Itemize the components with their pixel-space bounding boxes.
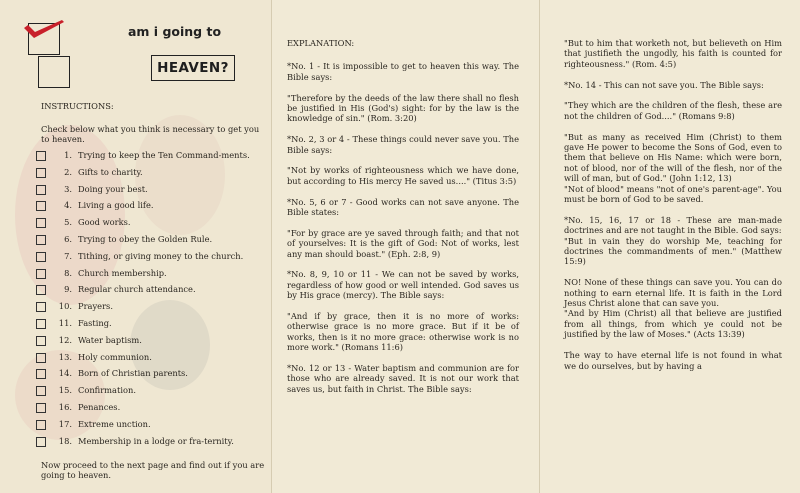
checklist-item: 11. Fasting. — [36, 318, 272, 329]
checklist — [36, 150, 272, 452]
item-checkbox[interactable] — [36, 403, 46, 413]
continuation-column — [564, 38, 782, 381]
checklist-item: 18. Membership in a lodge or fra-ternity. — [36, 436, 272, 447]
paragraph: "Not of blood" means "not of one's parent-age". You must be born of God to be saved. — [564, 183, 782, 205]
item-checkbox[interactable] — [36, 235, 46, 245]
paragraph: *No. 14 - This can not save you. The Bible says: — [564, 79, 764, 90]
paragraph: *No. 8, 9, 10 or 11 - We can not be saved by works, regardless of how good or well intended. God saves us by His grace (mercy). The Bible says: — [287, 269, 519, 301]
heaven-title-box: HEAVEN? — [151, 55, 235, 81]
checklist-item: 2. Gifts to charity. — [36, 167, 272, 178]
paragraph: *No. 12 or 13 - Water baptism and communion are for those who are already saved. It is not our work that saves us, but faith in Christ. The Bible says: — [287, 363, 519, 394]
item-checkbox[interactable] — [36, 437, 46, 447]
item-checkbox[interactable] — [36, 218, 46, 228]
item-checkbox[interactable] — [36, 369, 46, 379]
footer-instruction: Now proceed to the next page and find out if you are going to heaven. — [41, 460, 265, 481]
checklist-item: 5. Good works. — [36, 217, 272, 228]
item-checkbox[interactable] — [36, 302, 46, 312]
item-checkbox[interactable] — [36, 420, 46, 430]
checklist-item: 1. Trying to keep the Ten Command-ments. — [36, 150, 272, 161]
checklist-item: 15. Confirmation. — [36, 385, 272, 396]
item-checkbox[interactable] — [36, 151, 46, 161]
checklist-item: 10. Prayers. — [36, 301, 272, 312]
left-panel — [0, 0, 272, 493]
checklist-item: 4. Living a good life. — [36, 200, 272, 211]
paragraph: "But as many as received Him (Christ) to them gave He power to become the Sons of God, even to them that believe on His Name: which were born, not of blood, nor of the will of the flesh, nor of the will of man, but of God." (John 1:12, 13) — [564, 131, 782, 184]
paragraph: "But in vain they do worship Me, teaching for doctrines the commandments of men." (Matthew 15:9) — [564, 235, 782, 267]
explanation-heading: EXPLANATION: — [287, 38, 355, 48]
paragraph: "For by grace are ye saved through faith; and that not of yourselves: It is the gift of God: Not of works, lest any man should boast." (Eph. 2:8, 9) — [287, 227, 519, 259]
paragraph: *No. 2, 3 or 4 - These things could never save you. The Bible says: — [287, 134, 519, 155]
item-checkbox[interactable] — [36, 201, 46, 211]
item-checkbox[interactable] — [36, 252, 46, 262]
checklist-item: 13. Holy communion. — [36, 352, 272, 363]
checklist-item: 9. Regular church attendance. — [36, 284, 272, 295]
instructions-text: Check below what you think is necessary to get you to heaven. — [41, 124, 260, 145]
item-checkbox[interactable] — [36, 386, 46, 396]
red-check-mark-icon — [22, 20, 66, 42]
instructions-title: INSTRUCTIONS: — [41, 101, 114, 111]
item-checkbox[interactable] — [36, 185, 46, 195]
right-panel — [540, 0, 800, 493]
paragraph: "But to him that worketh not, but believeth on Him that justifieth the ungodly, his faith is counted for righteousness." (Rom. 4:5) — [564, 38, 782, 69]
paragraph: "And by Him (Christ) all that believe are justified from all things, from which ye could not be justified by the law of Moses." (Acts 13:39) — [564, 308, 782, 340]
item-checkbox[interactable] — [36, 168, 46, 178]
checklist-item: 6. Trying to obey the Golden Rule. — [36, 234, 272, 245]
paragraph: *No. 5, 6 or 7 - Good works can not save anyone. The Bible states: — [287, 196, 519, 218]
item-checkbox[interactable] — [36, 269, 46, 279]
item-checkbox[interactable] — [36, 336, 46, 346]
checklist-item: 17. Extreme unction. — [36, 419, 272, 430]
lower-checkbox-square — [38, 56, 70, 88]
paragraph: *No. 1 - It is impossible to get to heaven this way. The Bible says: — [287, 61, 519, 82]
paragraph: "And if by grace, then it is no more of works: otherwise grace is no more grace. But if it be of works, then is it no more grace: otherwise work is no more work." (Romans 11:6) — [287, 311, 519, 353]
checklist-item: 8. Church membership. — [36, 268, 272, 279]
checklist-item: 12. Water baptism. — [36, 335, 272, 346]
checklist-item: 7. Tithing, or giving money to the church. — [36, 251, 272, 262]
title-line: am i going to — [128, 24, 222, 39]
paragraph: *No. 15, 16, 17 or 18 - These are man-made doctrines and are not taught in the Bible. God says: — [564, 214, 782, 236]
checklist-item: 16. Penances. — [36, 402, 272, 413]
paragraph: "Therefore by the deeds of the law there shall no flesh be justified in His (God's) sight: for by the law is the knowledge of sin." (Rom. 3:20) — [287, 92, 519, 124]
checklist-item: 14. Born of Christian parents. — [36, 368, 272, 379]
item-checkbox[interactable] — [36, 285, 46, 295]
paragraph: "Not by works of righteousness which we have done, but according to His mercy He saved us...." (Titus 3:5) — [287, 165, 519, 186]
checklist-item: 3. Doing your best. — [36, 184, 272, 195]
item-checkbox[interactable] — [36, 353, 46, 363]
item-checkbox[interactable] — [36, 319, 46, 329]
middle-panel — [272, 0, 540, 493]
paragraph: NO! None of these things can save you. You can do nothing to earn eternal life. It is faith in the Lord Jesus Christ alone that can save you. — [564, 277, 782, 309]
explanation-column — [287, 38, 519, 405]
paragraph: "They which are the children of the flesh, these are not the children of God...." (Romans 9:8) — [564, 100, 782, 121]
paragraph: The way to have eternal life is not found in what we do ourselves, but by having a — [564, 350, 782, 371]
